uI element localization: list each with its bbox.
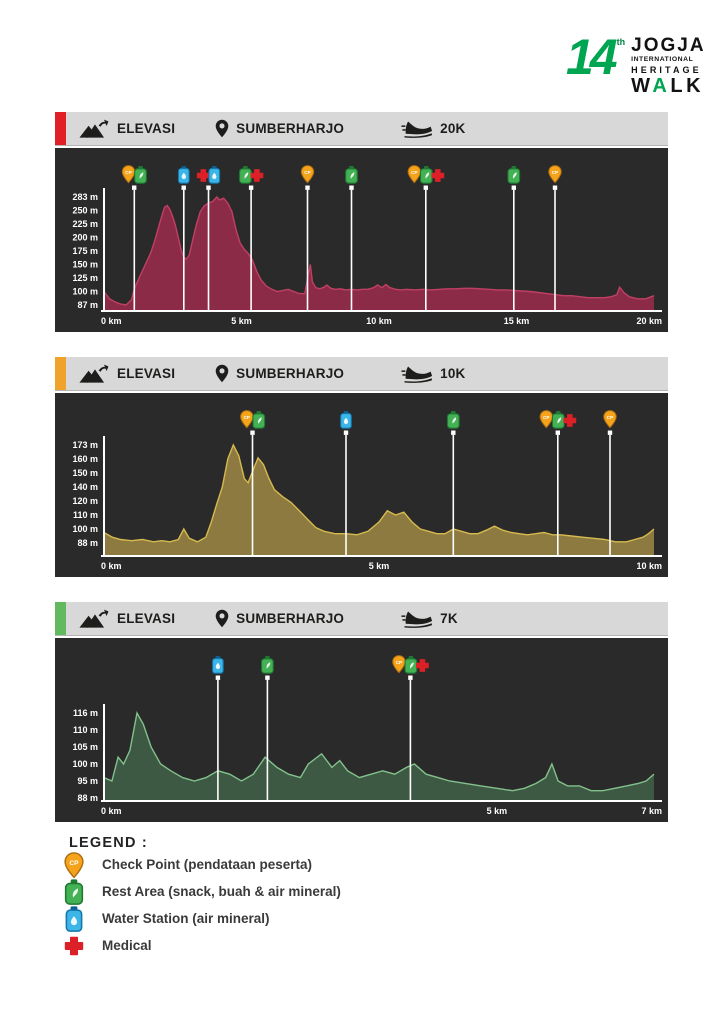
- svg-text:125 m: 125 m: [72, 273, 98, 283]
- elevation-chart-canvas: [55, 638, 668, 822]
- logo-number: [566, 29, 626, 85]
- legend-label: Rest Area (snack, buah & air mineral): [102, 884, 341, 899]
- header-distance: [401, 364, 465, 384]
- header-distance: [401, 609, 458, 629]
- elevation-label: ELEVASI: [117, 121, 176, 136]
- shoe-icon: [401, 364, 433, 384]
- header-location: [215, 119, 344, 138]
- svg-text:CP: CP: [304, 169, 311, 175]
- logo-number-suffix: th: [616, 37, 626, 47]
- svg-text:100 m: 100 m: [72, 759, 98, 769]
- event-logo: [566, 29, 706, 98]
- distance-label: 20K: [440, 121, 466, 136]
- rest-area-icon: [62, 878, 86, 905]
- header-elevation: [79, 607, 175, 630]
- svg-text:173 m: 173 m: [72, 440, 98, 450]
- svg-text:0 km: 0 km: [101, 806, 122, 816]
- svg-text:140 m: 140 m: [72, 482, 98, 492]
- svg-text:CP: CP: [395, 659, 403, 665]
- svg-text:CP: CP: [411, 169, 418, 175]
- chart-header: [55, 112, 668, 146]
- water-station-icon: [62, 905, 86, 932]
- svg-text:100 m: 100 m: [72, 524, 98, 534]
- svg-text:225 m: 225 m: [72, 219, 98, 229]
- svg-text:105 m: 105 m: [72, 742, 98, 752]
- svg-text:10 km: 10 km: [366, 316, 392, 326]
- svg-text:250 m: 250 m: [72, 205, 98, 216]
- legend-label: Medical: [102, 938, 152, 953]
- mountain-icon: [79, 117, 110, 140]
- location-pin-icon: [215, 609, 229, 628]
- logo-line-international: INTERNATIONAL: [631, 56, 694, 63]
- legend-item-water-station: [62, 905, 341, 932]
- distance-label: 7K: [440, 611, 458, 626]
- svg-text:200 m: 200 m: [72, 232, 98, 243]
- svg-text:10 km: 10 km: [636, 561, 662, 571]
- elevation-chart-canvas: [55, 393, 668, 577]
- svg-text:110 m: 110 m: [72, 725, 98, 735]
- svg-text:95 m: 95 m: [77, 776, 98, 786]
- logo-line-walk: WALK: [631, 75, 705, 98]
- svg-text:175 m: 175 m: [72, 246, 98, 256]
- legend-title: LEGEND :: [69, 835, 148, 851]
- svg-text:88 m: 88 m: [77, 538, 98, 548]
- distance-label: 10K: [440, 366, 466, 381]
- medical-cross-icon: [62, 932, 86, 959]
- svg-text:5 km: 5 km: [231, 316, 252, 326]
- logo-wordmark: [631, 36, 705, 97]
- legend-item-checkpoint: [62, 851, 341, 878]
- shoe-icon: [401, 609, 433, 629]
- svg-text:110 m: 110 m: [72, 510, 98, 520]
- header-elevation: [79, 362, 175, 385]
- location-pin-icon: [215, 119, 229, 138]
- svg-text:15 km: 15 km: [503, 316, 530, 326]
- svg-text:160 m: 160 m: [72, 454, 98, 464]
- svg-text:CP: CP: [551, 169, 559, 175]
- shoe-icon: [401, 119, 433, 139]
- location-pin-icon: [215, 364, 229, 383]
- header-elevation: [79, 117, 175, 140]
- elevation-chart-7k: [55, 638, 668, 822]
- legend-item-medical: [62, 932, 341, 959]
- header-location: [215, 609, 344, 628]
- mountain-icon: [79, 607, 110, 630]
- elevation-label: ELEVASI: [117, 611, 176, 626]
- elevation-chart-canvas: [55, 148, 668, 332]
- header-distance: [401, 119, 465, 139]
- svg-text:7 km: 7 km: [641, 806, 662, 816]
- location-label: SUMBERHARJO: [236, 366, 345, 381]
- svg-text:87 m: 87 m: [77, 300, 98, 310]
- svg-text:5 km: 5 km: [486, 806, 508, 816]
- legend-label: Check Point (pendataan peserta): [102, 857, 313, 872]
- logo-number-14: 14: [566, 29, 614, 85]
- logo-line-heritage: HERITAGE: [631, 65, 702, 76]
- svg-text:0 km: 0 km: [101, 316, 122, 326]
- elevation-chart-20k: [55, 148, 668, 332]
- svg-text:0 km: 0 km: [101, 561, 122, 571]
- header-location: [215, 364, 344, 383]
- svg-text:CP: CP: [243, 414, 250, 420]
- chart-header: [55, 602, 668, 636]
- svg-text:100 m: 100 m: [72, 286, 98, 297]
- svg-text:150 m: 150 m: [72, 468, 98, 478]
- accent-stripe: [55, 112, 66, 145]
- svg-text:5 km: 5 km: [368, 561, 390, 571]
- svg-text:CP: CP: [606, 414, 614, 420]
- svg-text:120 m: 120 m: [72, 496, 98, 506]
- legend: [62, 835, 341, 959]
- svg-text:116 m: 116 m: [72, 708, 98, 718]
- elevation-chart-10k: [55, 393, 668, 577]
- svg-text:20 km: 20 km: [636, 316, 662, 326]
- logo-line-jogja: JOGJA: [631, 35, 706, 56]
- logo-walk-a: A: [652, 75, 671, 98]
- svg-text:88 m: 88 m: [77, 793, 98, 803]
- svg-text:283 m: 283 m: [72, 192, 98, 202]
- svg-text:CP: CP: [543, 414, 550, 420]
- mountain-icon: [79, 362, 110, 385]
- accent-stripe: [55, 357, 66, 390]
- svg-text:150 m: 150 m: [72, 259, 98, 270]
- elevation-label: ELEVASI: [117, 366, 176, 381]
- accent-stripe: [55, 602, 66, 635]
- legend-label: Water Station (air mineral): [102, 911, 270, 926]
- location-label: SUMBERHARJO: [236, 121, 345, 136]
- chart-header: [55, 357, 668, 391]
- location-label: SUMBERHARJO: [236, 611, 345, 626]
- checkpoint-icon: [62, 851, 86, 878]
- svg-text:CP: CP: [125, 169, 132, 175]
- svg-text:CP: CP: [69, 859, 79, 867]
- legend-item-rest-area: [62, 878, 341, 905]
